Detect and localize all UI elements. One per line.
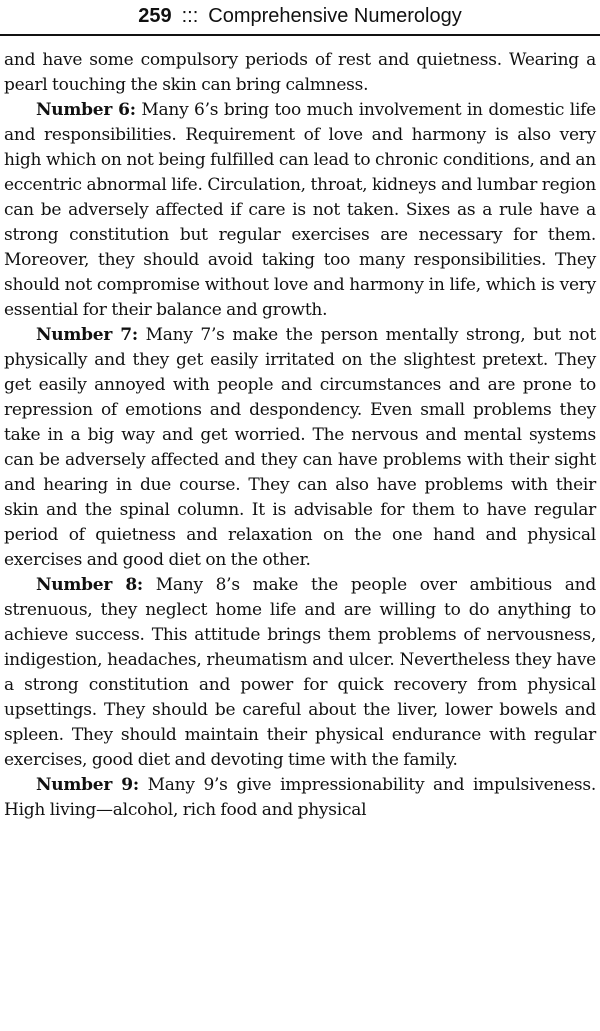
number-label: Number 8: xyxy=(36,575,143,595)
body-text xyxy=(4,48,596,823)
paragraph-number-9 xyxy=(4,773,596,823)
paragraph-text: Many 8’s make the people over ambitious and strenuous, they neglect home life and are willing to do anything to achieve success. This attitude brings them problems of nervousness, indigestion, headaches, rheumatism and ulcer. Nevertheless they have a strong constitution and power for quick recovery from physical upsettings. They should be careful about the liver, lower bowels and spleen. They should maintain their physical endurance with regular exercises, good diet and devoting time with the family. xyxy=(4,575,596,770)
paragraph-text: Many 7’s make the person mentally strong, but not physically and they get easily irritated on the slightest pretext. They get easily annoyed with people and circumstances and are prone to repression of emotions and despondency. Even small problems they take in a big way and get worried. The nervous and mental systems can be adversely affected and they can have problems with their sight and hearing in due course. They can also have problems with their skin and the spinal column. It is advisable for them to have regular period of quietness and relaxation on the one hand and physical exercises and good diet on the other. xyxy=(4,325,596,570)
number-label: Number 6: xyxy=(36,100,136,120)
running-header xyxy=(0,0,600,36)
paragraph-text: and have some compulsory periods of rest and quietness. Wearing a pearl touching the skin can bring calmness. xyxy=(4,50,596,95)
paragraph-number-8 xyxy=(4,573,596,773)
paragraph-text: Many 9’s give impressionability and impulsiveness. High living—alcohol, rich food and physical xyxy=(4,775,596,820)
paragraph-continuation xyxy=(4,48,596,98)
page-number: 259 xyxy=(138,4,172,27)
paragraph-text: Many 6’s bring too much involvement in domestic life and responsibilities. Requirement of love and harmony is also very high which on not being fulfilled can lead to chronic conditions, and an eccentric abnormal life. Circulation, throat, kidneys and lumbar region can be adversely affected if care is not taken. Sixes as a rule have a strong constitution but regular exercises are necessary for them. Moreover, they should avoid taking too many responsibilities. They should not compromise without love and harmony in life, which is very essential for their balance and growth. xyxy=(4,100,596,320)
paragraph-number-7 xyxy=(4,323,596,573)
number-label: Number 7: xyxy=(36,325,138,345)
paragraph-number-6 xyxy=(4,98,596,323)
number-label: Number 9: xyxy=(36,775,139,795)
header-separator: ::: xyxy=(181,4,199,27)
book-title: Comprehensive Numerology xyxy=(208,4,462,27)
